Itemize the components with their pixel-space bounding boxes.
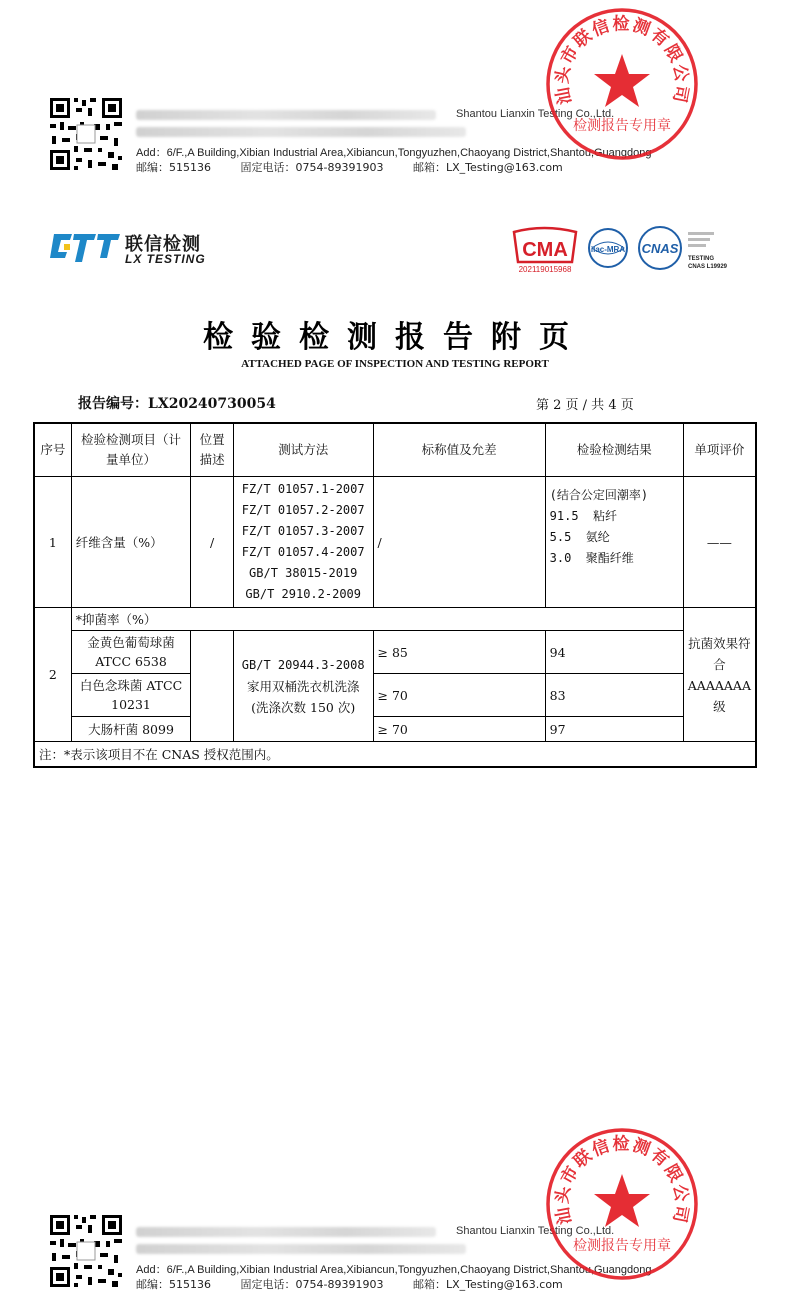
subrow2-standard: ≥ 70 — [373, 674, 545, 717]
subrow3-result: 97 — [545, 717, 683, 742]
header-method: 测试方法 — [233, 423, 373, 477]
result-line: 91.5 粘纤 — [549, 509, 618, 523]
method-line: FZ/T 01057.3-2007 — [241, 524, 365, 538]
method-line: FZ/T 01057.4-2007 — [241, 545, 365, 559]
cnas-testing: TESTING — [688, 256, 715, 262]
blurred-lab-address — [136, 1244, 466, 1254]
logo-text-en: LX TESTING — [125, 252, 206, 266]
lab-address: Add：6/F.,A Building,Xibian Industrial Area,Xibiancun,Tongyuzhen,Chaoyang District,Shantou,Guangdong — [136, 147, 652, 159]
subrow1-result: 94 — [545, 631, 683, 674]
subrow1-item: 金黄色葡萄球菌 ATCC 6538 — [71, 631, 191, 674]
seal-center-text: 检测报告专用章 — [573, 1238, 671, 1254]
row2-seq: 2 — [34, 608, 71, 742]
blurred-lab-name — [136, 110, 436, 120]
seal-ring-text: 汕头市联信检测有限公司 — [552, 1134, 692, 1227]
row1-methods — [233, 477, 373, 608]
result-line: (结合公定回潮率) — [549, 488, 649, 502]
row2-eval: 抗菌效果符合AAAAAAA级 — [683, 608, 756, 742]
subrow2-item: 白色念珠菌 ATCC 10231 — [71, 674, 191, 717]
cnas-mark — [639, 227, 728, 270]
table-note-row — [34, 742, 756, 768]
postcode: 邮编：515136 — [136, 1278, 211, 1291]
subrow3-item: 大肠杆菌 8099 — [71, 717, 191, 742]
logo-text-cn: 联信检测 — [125, 234, 201, 255]
header-eval: 单项评价 — [683, 423, 756, 477]
company-seal-stamp — [544, 6, 700, 162]
lab-name-en: Shantou Lianxin Testing Co.,Ltd. — [456, 108, 615, 120]
cert-logos-icon — [508, 226, 748, 276]
subrow2-result: 83 — [545, 674, 683, 717]
method-line: GB/T 38015-2019 — [249, 566, 358, 580]
table-subrow — [34, 674, 756, 717]
page-indicator: 第 2 页 / 共 4 页 — [536, 398, 634, 413]
blurred-lab-name — [136, 1227, 436, 1237]
row2-position — [191, 631, 234, 742]
cnas-number: CNAS L19929 — [688, 264, 728, 270]
cma-mark — [514, 228, 576, 274]
ilac-mark — [589, 229, 627, 267]
phone: 固定电话：0754-89391903 — [240, 1278, 384, 1291]
lab-contact — [136, 159, 589, 175]
result-line: 5.5 氨纶 — [549, 530, 610, 544]
method-line: 家用双桶洗衣机洗涤 — [246, 678, 360, 694]
table-subrow — [34, 717, 756, 742]
page-title-en: ATTACHED PAGE OF INSPECTION AND TESTING REPORT — [241, 358, 549, 370]
lab-name-en: Shantou Lianxin Testing Co.,Ltd. — [456, 1225, 615, 1237]
row1-results — [545, 477, 683, 608]
subrow3-standard: ≥ 70 — [373, 717, 545, 742]
email: 邮箱：LX_Testing@163.com — [412, 1278, 563, 1291]
cma-number: 202119015968 — [518, 265, 572, 274]
email: 邮箱：LX_Testing@163.com — [412, 161, 563, 174]
row1-item: 纤维含量（%） — [71, 477, 191, 608]
method-line: FZ/T 01057.1-2007 — [241, 482, 365, 496]
results-table — [33, 422, 757, 768]
seal-ring-text: 汕头市联信检测有限公司 — [552, 14, 692, 107]
method-line: GB/T 20944.3-2008 — [241, 657, 365, 672]
row1-seq: 1 — [34, 477, 71, 608]
seal-center-text: 检测报告专用章 — [573, 118, 671, 134]
cnas-text: CNAS — [641, 241, 679, 256]
postcode: 邮编：515136 — [136, 161, 211, 174]
method-line: (洗涤次数 150 次) — [251, 699, 356, 715]
header-result: 检验检测结果 — [545, 423, 683, 477]
certification-marks — [508, 226, 748, 276]
row1-position: / — [191, 477, 234, 608]
subrow1-standard: ≥ 85 — [373, 631, 545, 674]
report-number: 报告编号：LX20240730054 — [78, 396, 276, 412]
table-note: 注：*表示该项目不在 CNAS 授权范围内。 — [34, 742, 756, 768]
qr-code-icon — [48, 96, 124, 172]
cma-text: CMA — [522, 239, 568, 261]
ilac-text: ilac-MRA — [590, 245, 626, 254]
header-standard: 标称值及允差 — [373, 423, 545, 477]
row2-group-title: *抑菌率（%） — [71, 608, 683, 631]
table-subrow — [34, 631, 756, 674]
phone: 固定电话：0754-89391903 — [240, 161, 384, 174]
table-row — [34, 608, 756, 631]
method-line: GB/T 2910.2-2009 — [245, 587, 361, 601]
table-header-row — [34, 423, 756, 477]
qr-code-icon — [48, 1213, 124, 1289]
table-row — [34, 477, 756, 608]
result-line: 3.0 聚酯纤维 — [549, 551, 634, 565]
page-title: 检验检测报告附页 — [203, 320, 587, 355]
lab-contact — [136, 1276, 589, 1292]
company-logo — [50, 230, 220, 270]
method-line: FZ/T 01057.2-2007 — [241, 503, 365, 517]
lab-address: Add：6/F.,A Building,Xibian Industrial Area,Xibiancun,Tongyuzhen,Chaoyang District,Shantou,Guangdong — [136, 1264, 652, 1276]
row1-standard: / — [373, 477, 545, 608]
row2-method — [233, 631, 373, 742]
company-seal-stamp — [544, 1126, 700, 1282]
row1-eval: —— — [683, 477, 756, 608]
header-position: 位置描述 — [191, 423, 234, 477]
blurred-lab-address — [136, 127, 466, 137]
header-item: 检验检测项目（计量单位） — [71, 423, 191, 477]
header-seq: 序号 — [34, 423, 71, 477]
lx-logo-icon — [50, 230, 122, 266]
